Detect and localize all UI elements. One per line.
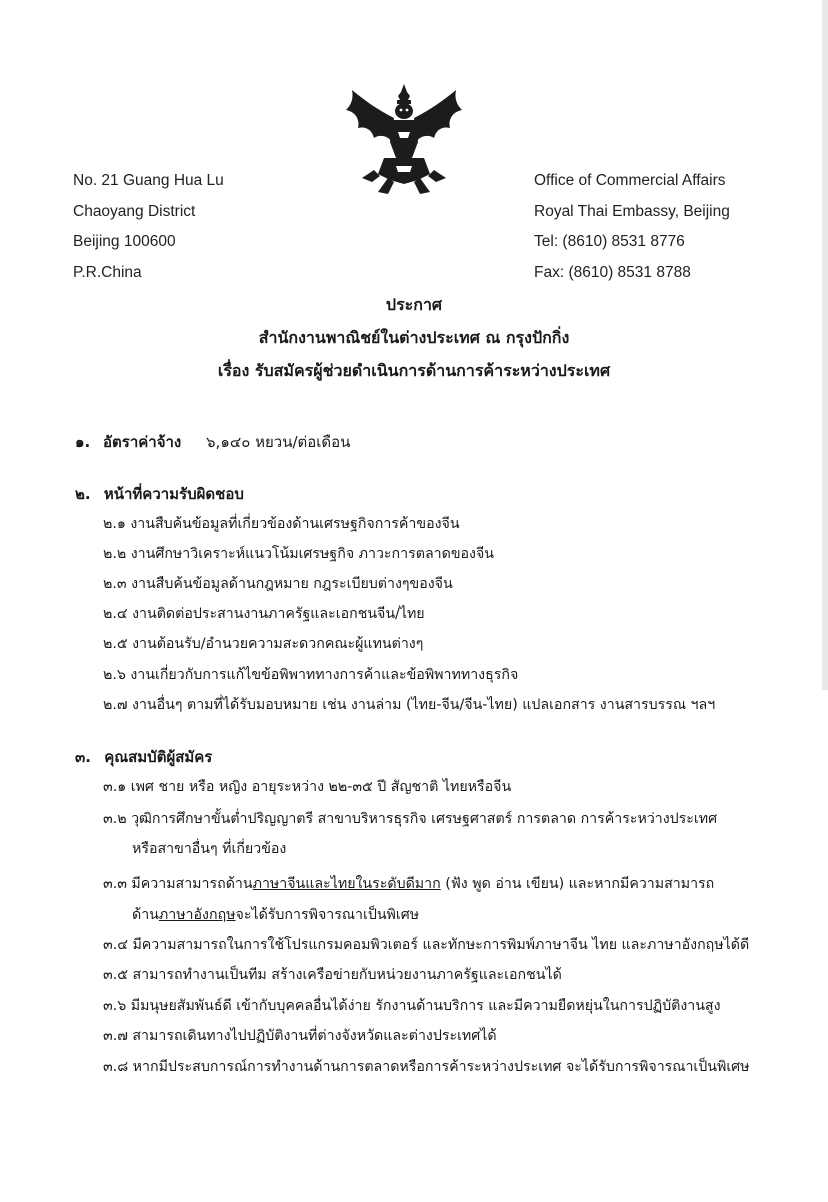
- list-item: ๓.๖ มีมนุษยสัมพันธ์ดี เข้ากับบุคคลอื่นได้ง่าย รักงานด้านบริการ และมีความยืดหยุ่นในการปฏิบัติงานสูง: [103, 998, 721, 1014]
- list-item: ๒.๕ งานต้อนรับ/อำนวยความสะดวกคณะผู้แทนต่างๆ: [103, 636, 424, 652]
- section-heading: คุณสมบัติผู้สมัคร: [104, 748, 213, 766]
- garuda-emblem-icon: [338, 82, 470, 198]
- announcement-title: [0, 288, 828, 387]
- address-line: P.R.China: [73, 263, 142, 281]
- section-heading: อัตราค่าจ้าง: [103, 433, 182, 451]
- section-number: ๑.: [75, 433, 91, 451]
- section-salary: [75, 430, 350, 454]
- item-text: จะได้รับการพิจารณาเป็นพิเศษ: [235, 907, 420, 923]
- office-contact: [534, 166, 730, 288]
- list-item: ๓.๕ สามารถทำงานเป็นทีม สร้างเครือข่ายกับหน่วยงานภาครัฐและเอกชนได้: [103, 967, 562, 983]
- list-item: ๒.๔ งานติดต่อประสานงานภาครัฐและเอกชนจีน/ไทย: [103, 606, 425, 622]
- section-duties-heading: [75, 482, 244, 506]
- list-item: ๒.๗ งานอื่นๆ ตามที่ได้รับมอบหมาย เช่น งานล่าม (ไทย-จีน/จีน-ไทย) แปลเอกสาร งานสารบรรณ ฯลฯ: [103, 697, 716, 713]
- office-fax: Fax: (8610) 8531 8788: [534, 263, 691, 281]
- title-line-2: สำนักงานพาณิชย์ในต่างประเทศ ณ กรุงปักกิ่ง: [258, 328, 570, 347]
- list-item: [103, 873, 714, 895]
- list-item: ๓.๒ วุฒิการศึกษาขั้นต่ำปริญญาตรี สาขาบริหารธุรกิจ เศรษฐศาสตร์ การตลาด การค้าระหว่างประเทศ: [103, 811, 718, 827]
- list-item: ๒.๖ งานเกี่ยวกับการแก้ไขข้อพิพาททางการค้าและข้อพิพาททางธุรกิจ: [103, 667, 519, 683]
- title-line-3: เรื่อง รับสมัครผู้ช่วยดำเนินการด้านการค้าระหว่างประเทศ: [217, 361, 611, 380]
- sender-address: [73, 166, 224, 288]
- list-item: ๓.๔ มีความสามารถในการใช้โปรแกรมคอมพิวเตอร์ และทักษะการพิมพ์ภาษาจีน ไทย และภาษาอังกฤษได้ดี: [103, 937, 750, 953]
- section-number: ๒.: [75, 485, 91, 503]
- list-item: ๓.๑ เพศ ชาย หรือ หญิง อายุระหว่าง ๒๒-๓๕ ปี สัญชาติ ไทยหรือจีน: [103, 779, 512, 795]
- title-line-1: ประกาศ: [385, 295, 443, 314]
- underlined-text: ภาษาอังกฤษ: [158, 907, 236, 923]
- list-item: ๓.๘ หากมีประสบการณ์การทำงานด้านการตลาดหรือการค้าระหว่างประเทศ จะได้รับการพิจารณาเป็นพิเศษ: [103, 1059, 750, 1075]
- section-heading: หน้าที่ความรับผิดชอบ: [103, 485, 244, 503]
- underlined-text: ภาษาจีนและไทยในระดับดีมาก: [252, 876, 441, 892]
- item-text: ด้าน: [132, 907, 159, 923]
- section-number: ๓.: [75, 748, 91, 766]
- office-phone: Tel: (8610) 8531 8776: [534, 233, 685, 250]
- office-line: Royal Thai Embassy, Beijing: [534, 202, 730, 220]
- office-line: Office of Commercial Affairs: [534, 172, 726, 189]
- address-line: Beijing 100600: [73, 233, 176, 250]
- item-text: ๓.๓ มีความสามารถด้าน: [103, 876, 253, 892]
- address-line: Chaoyang District: [73, 202, 196, 220]
- address-line: No. 21 Guang Hua Lu: [73, 172, 224, 189]
- list-item: ๒.๑ งานสืบค้นข้อมูลที่เกี่ยวข้องด้านเศรษฐกิจการค้าของจีน: [103, 516, 460, 532]
- item-text: (ฟัง พูด อ่าน เขียน) และหากมีความสามารถ: [440, 876, 715, 892]
- list-item: ๒.๓ งานสืบค้นข้อมูลด้านกฎหมาย กฎระเบียบต่างๆของจีน: [103, 576, 453, 592]
- list-item: ๓.๗ สามารถเดินทางไปปฏิบัติงานที่ต่างจังหวัดและต่างประเทศได้: [103, 1028, 497, 1044]
- salary-value: ๖,๑๔๐ หยวน/ต่อเดือน: [206, 433, 351, 451]
- list-item-continuation: [132, 904, 419, 926]
- list-item: ๒.๒ งานศึกษาวิเคราะห์แนวโน้มเศรษฐกิจ ภาวะการตลาดของจีน: [103, 546, 494, 562]
- list-item-continuation: หรือสาขาอื่นๆ ที่เกี่ยวข้อง: [132, 841, 287, 857]
- section-qualifications-heading: [75, 745, 212, 769]
